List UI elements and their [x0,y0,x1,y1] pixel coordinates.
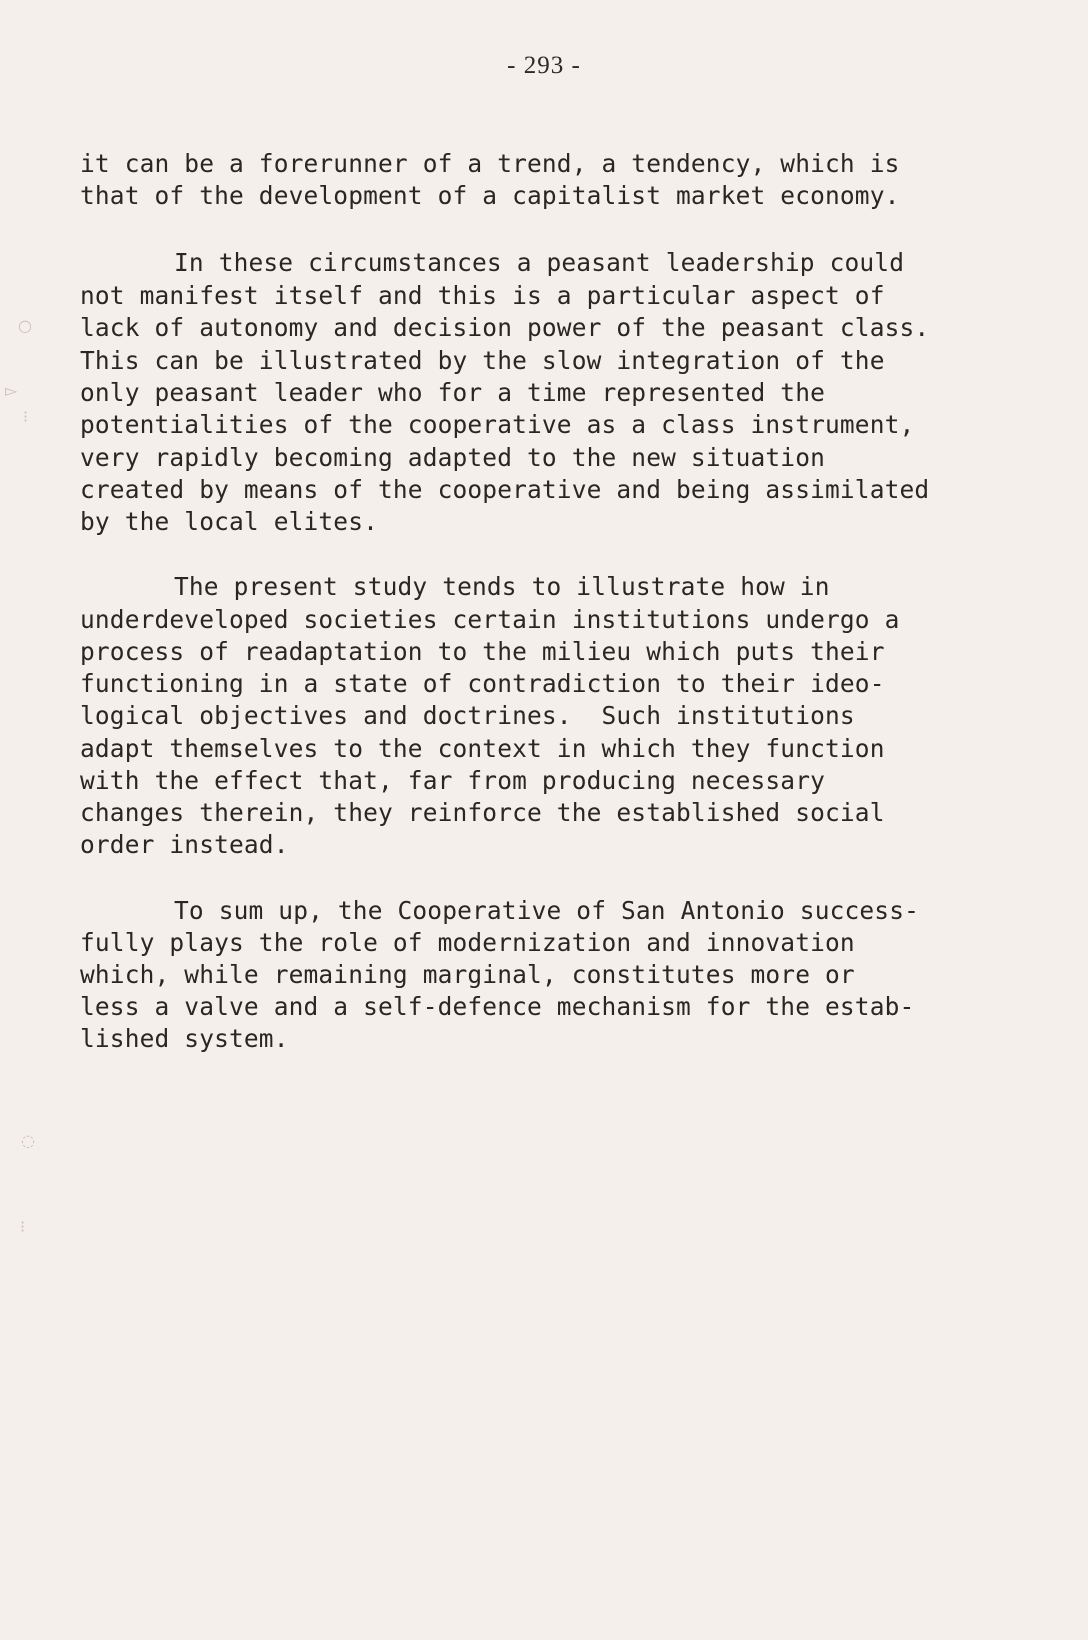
text-line: process of readaptation to the milieu which puts their [80,637,885,666]
page-number: - 293 - [507,52,581,79]
text-line: fully plays the role of modernization and innovation [80,928,855,957]
text-line: In these circumstances a peasant leadership could [174,248,905,277]
text-line: by the local elites. [80,507,379,536]
text-line: not manifest itself and this is a particular aspect of [80,281,885,310]
text-line: which, while remaining marginal, constitutes more or [80,960,855,989]
margin-mark: ⁝ [23,407,29,426]
text-line: The present study tends to illustrate how in [174,572,830,601]
text-line: with the effect that, far from producing necessary [80,766,826,795]
text-line: very rapidly becoming adapted to the new situation [80,443,826,472]
text-line: underdeveloped societies certain institutions undergo a [80,605,900,634]
text-line: potentialities of the cooperative as a class instrument, [80,410,915,439]
text-line: it can be a forerunner of a trend, a tendency, which is [80,149,900,178]
margin-mark: ○ [18,316,32,335]
text-line: functioning in a state of contradiction to their ideo- [80,669,885,698]
text-line: created by means of the cooperative and being assimilated [80,475,930,504]
text-line: lack of autonomy and decision power of the peasant class. [80,313,930,342]
text-line: less a valve and a self-defence mechanism for the estab- [80,992,915,1021]
text-line: order instead. [80,830,289,859]
text-line: lished system. [80,1024,289,1053]
text-line: changes therein, they reinforce the established social [80,798,885,827]
text-line: that of the development of a capitalist market economy. [80,181,900,210]
margin-mark: ◌ [21,1131,35,1150]
text-line: only peasant leader who for a time represented the [80,378,826,407]
margin-mark: ▻ [5,381,18,400]
text-line: This can be illustrated by the slow integration of the [80,346,885,375]
text-line: logical objectives and doctrines. Such institutions [80,701,855,730]
text-line: adapt themselves to the context in which they function [80,734,885,763]
text-line: To sum up, the Cooperative of San Antonio success- [174,896,920,925]
margin-mark: ⁝ [20,1217,26,1236]
